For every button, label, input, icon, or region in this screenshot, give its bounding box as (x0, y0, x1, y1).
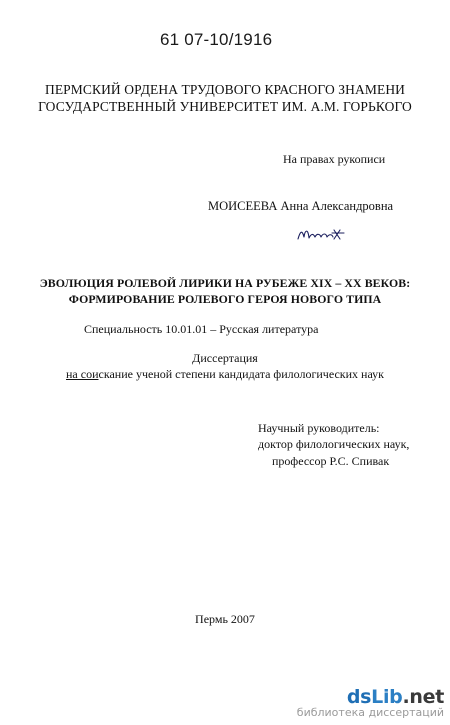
supervisor-name: профессор Р.С. Спивак (272, 454, 390, 468)
supervisor-label: Научный руководитель: (258, 421, 380, 435)
specialty-line: Специальность 10.01.01 – Русская литература (84, 322, 319, 336)
supervisor-degree: доктор филологических наук, (258, 437, 410, 451)
watermark[interactable] (297, 686, 444, 719)
degree-line-underlined: на сои (66, 367, 99, 381)
dissertation-title-line-1: ЭВОЛЮЦИЯ РОЛЕВОЙ ЛИРИКИ НА РУБЕЖЕ XIX – XX ВЕКОВ: (39, 276, 411, 290)
watermark-subtitle: библиотека диссертаций (296, 706, 444, 719)
author-signature (296, 224, 348, 244)
watermark-logo[interactable] (297, 686, 444, 708)
city-year: Пермь 2007 (195, 612, 255, 626)
document-code: 61 07-10/1916 (160, 30, 273, 49)
manuscript-rights-note: На правах рукописи (283, 152, 386, 166)
logo-lib: Lib (371, 686, 403, 708)
logo-net: .net (402, 686, 444, 708)
dissertation-type: Диссертация (192, 351, 258, 365)
logo-ds: ds (346, 686, 372, 708)
dissertation-title-line-2: ФОРМИРОВАНИЕ РОЛЕВОГО ГЕРОЯ НОВОГО ТИПА (68, 292, 382, 306)
degree-line-rest: скание ученой степени кандидата филологических наук (98, 367, 384, 381)
institution-line-2: ГОСУДАРСТВЕННЫЙ УНИВЕРСИТЕТ ИМ. А.М. ГОРЬКОГО (38, 99, 412, 114)
author-name: МОИСЕЕВА Анна Александровна (208, 199, 394, 213)
degree-line (0, 367, 450, 382)
institution-line-1: ПЕРМСКИЙ ОРДЕНА ТРУДОВОГО КРАСНОГО ЗНАМЕНИ (44, 82, 406, 97)
